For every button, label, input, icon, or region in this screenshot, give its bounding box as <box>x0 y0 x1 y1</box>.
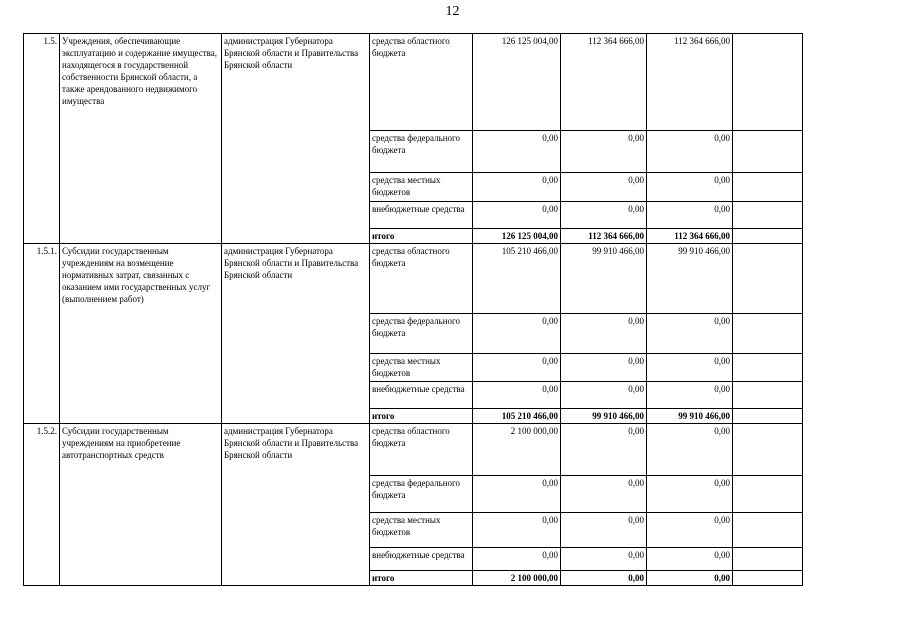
table-row <box>24 244 803 314</box>
section-title: Субсидии государственным учреждениям на приобретение автотранспортных средств <box>60 424 222 586</box>
amount-year-1: 2 100 000,00 <box>473 424 561 476</box>
amount-year-3: 0,00 <box>647 424 733 476</box>
amount-year-2: 112 364 666,00 <box>561 34 647 131</box>
page-number: 12 <box>445 4 460 19</box>
amount-year-1: 0,00 <box>473 548 561 571</box>
funding-source: внебюджетные средства <box>370 202 473 229</box>
section-executor: администрация Губернатора Брянской области и Правительства Брянской области <box>222 424 370 586</box>
amount-year-2: 0,00 <box>561 476 647 513</box>
funding-source: внебюджетные средства <box>370 548 473 571</box>
empty-cell <box>733 548 803 571</box>
funding-source: средства областного бюджета <box>370 34 473 131</box>
budget-table <box>23 33 803 586</box>
empty-cell <box>733 424 803 476</box>
amount-year-1: 0,00 <box>473 131 561 173</box>
amount-year-3: 112 364 666,00 <box>647 229 733 244</box>
amount-year-2: 112 364 666,00 <box>561 229 647 244</box>
table-row <box>24 424 803 476</box>
empty-cell <box>733 244 803 314</box>
section-number: 1.5.2. <box>24 424 60 586</box>
empty-cell <box>733 354 803 382</box>
empty-cell <box>733 476 803 513</box>
amount-year-1: 0,00 <box>473 382 561 409</box>
amount-year-3: 0,00 <box>647 131 733 173</box>
amount-year-1: 2 100 000,00 <box>473 571 561 586</box>
amount-year-3: 99 910 466,00 <box>647 244 733 314</box>
empty-cell <box>733 202 803 229</box>
section-executor: администрация Губернатора Брянской области и Правительства Брянской области <box>222 34 370 244</box>
amount-year-1: 0,00 <box>473 202 561 229</box>
amount-year-1: 0,00 <box>473 513 561 548</box>
amount-year-2: 0,00 <box>561 513 647 548</box>
funding-source: средства федерального бюджета <box>370 314 473 354</box>
amount-year-3: 0,00 <box>647 354 733 382</box>
amount-year-1: 0,00 <box>473 354 561 382</box>
funding-source: средства областного бюджета <box>370 424 473 476</box>
amount-year-1: 105 210 466,00 <box>473 244 561 314</box>
empty-cell <box>733 314 803 354</box>
section-title: Субсидии государственным учреждениям на возмещение нормативных затрат, связанных с оказанием ими государственных услуг (выполнением работ) <box>60 244 222 424</box>
amount-year-2: 0,00 <box>561 173 647 202</box>
amount-year-3: 0,00 <box>647 382 733 409</box>
empty-cell <box>733 229 803 244</box>
funding-source: средства областного бюджета <box>370 244 473 314</box>
funding-source: средства федерального бюджета <box>370 476 473 513</box>
amount-year-1: 0,00 <box>473 173 561 202</box>
amount-year-1: 126 125 004,00 <box>473 34 561 131</box>
empty-cell <box>733 513 803 548</box>
amount-year-3: 0,00 <box>647 202 733 229</box>
section-executor: администрация Губернатора Брянской области и Правительства Брянской области <box>222 244 370 424</box>
funding-source: итого <box>370 409 473 424</box>
amount-year-2: 99 910 466,00 <box>561 244 647 314</box>
amount-year-3: 99 910 466,00 <box>647 409 733 424</box>
amount-year-3: 0,00 <box>647 571 733 586</box>
amount-year-2: 0,00 <box>561 571 647 586</box>
amount-year-3: 112 364 666,00 <box>647 34 733 131</box>
amount-year-3: 0,00 <box>647 513 733 548</box>
amount-year-1: 0,00 <box>473 476 561 513</box>
funding-source: средства местных бюджетов <box>370 173 473 202</box>
empty-cell <box>733 131 803 173</box>
funding-source: внебюджетные средства <box>370 382 473 409</box>
funding-source: итого <box>370 229 473 244</box>
empty-cell <box>733 409 803 424</box>
amount-year-1: 126 125 004,00 <box>473 229 561 244</box>
table-row <box>24 34 803 131</box>
amount-year-2: 99 910 466,00 <box>561 409 647 424</box>
amount-year-2: 0,00 <box>561 131 647 173</box>
amount-year-2: 0,00 <box>561 202 647 229</box>
amount-year-2: 0,00 <box>561 548 647 571</box>
funding-source: средства местных бюджетов <box>370 513 473 548</box>
empty-cell <box>733 34 803 131</box>
funding-source: средства местных бюджетов <box>370 354 473 382</box>
funding-source: итого <box>370 571 473 586</box>
empty-cell <box>733 173 803 202</box>
empty-cell <box>733 571 803 586</box>
empty-cell <box>733 382 803 409</box>
amount-year-3: 0,00 <box>647 548 733 571</box>
section-title: Учреждения, обеспечивающие эксплуатацию и содержание имущества, находящегося в государственной собственности Брянской области, а также арендованного недвижимого имущества <box>60 34 222 244</box>
amount-year-1: 0,00 <box>473 314 561 354</box>
amount-year-3: 0,00 <box>647 314 733 354</box>
amount-year-2: 0,00 <box>561 382 647 409</box>
funding-source: средства федерального бюджета <box>370 131 473 173</box>
amount-year-2: 0,00 <box>561 354 647 382</box>
section-number: 1.5.1. <box>24 244 60 424</box>
amount-year-2: 0,00 <box>561 314 647 354</box>
amount-year-3: 0,00 <box>647 173 733 202</box>
amount-year-3: 0,00 <box>647 476 733 513</box>
amount-year-1: 105 210 466,00 <box>473 409 561 424</box>
section-number: 1.5. <box>24 34 60 244</box>
amount-year-2: 0,00 <box>561 424 647 476</box>
